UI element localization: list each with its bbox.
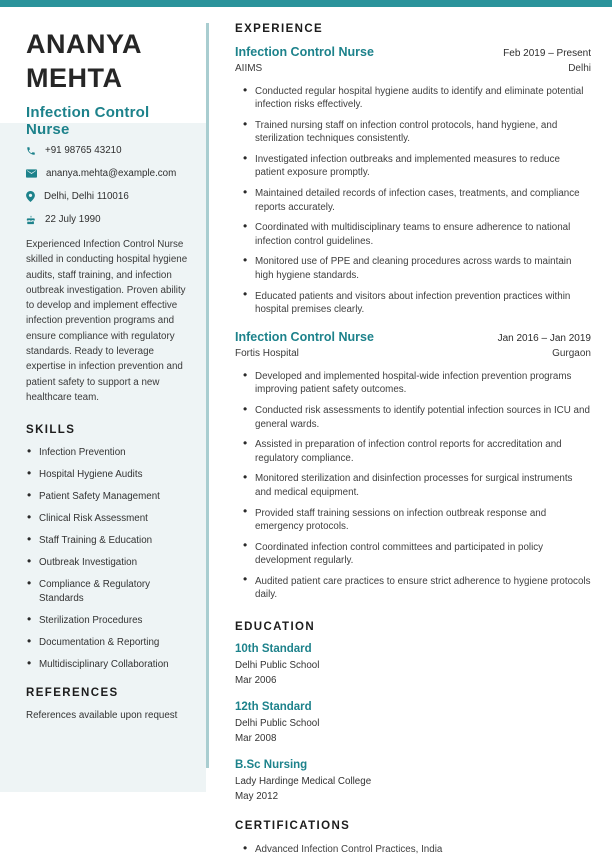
- job-header: [235, 45, 591, 59]
- references-text: References available upon request: [26, 710, 178, 722]
- job-dates: Jan 2016 – Jan 2019: [497, 333, 591, 345]
- skill-item: • Compliance & Regulatory Standards: [39, 578, 190, 605]
- education-degree: 12th Standard: [235, 701, 312, 714]
- skill-item: • Patient Safety Management: [39, 490, 190, 504]
- job-entry-1: [235, 45, 591, 316]
- job-bullet-list: [235, 370, 591, 601]
- education-entry: [235, 643, 591, 688]
- job-bullet: • Conducted regular hospital hygiene audits to identify and eliminate potential infection risks effectively.: [255, 85, 591, 112]
- education-entry: [235, 759, 591, 804]
- education-school: Lady Hardinge Medical College: [235, 776, 372, 788]
- profile-summary: Experienced Infection Control Nurse skilled in conducting hospital hygiene audits, staff training, and infection outbreak investigation. Proven ability to develop and implement effective infection prevention programs and ensure compliance with regulatory standards. Ready to leverage expertise in infection prevention and patient safety to support a new healthcare team.: [26, 239, 188, 403]
- job-title: Infection Control Nurse: [235, 45, 374, 59]
- education-degree: B.Sc Nursing: [235, 759, 308, 772]
- main-column: [235, 23, 591, 864]
- skill-item: • Hospital Hygiene Audits: [39, 468, 190, 482]
- candidate-title: Infection Control Nurse: [26, 104, 150, 138]
- job-subheader: [235, 348, 591, 359]
- job-bullet: • Educated patients and visitors about infection prevention practices within hospital premises clearly.: [255, 290, 591, 317]
- education-entry: [235, 701, 591, 746]
- skills-section-header: SKILLS: [26, 424, 76, 437]
- references-section-header: REFERENCES: [26, 687, 119, 700]
- job-bullet-list: [235, 85, 591, 316]
- job-bullet: • Coordinated infection control committees and participated in policy development regularly.: [255, 541, 591, 568]
- skill-item: • Clinical Risk Assessment: [39, 512, 190, 526]
- job-bullet: • Coordinated with multidisciplinary teams to ensure adherence to national infection control guidelines.: [255, 221, 591, 248]
- job-header: [235, 330, 591, 344]
- job-bullet: • Provided staff training sessions on infection outbreak response and emergency protocols.: [255, 507, 591, 534]
- name-block: [0, 7, 206, 138]
- education-list: [235, 643, 591, 804]
- contact-birthday-text: 22 July 1990: [45, 214, 101, 225]
- candidate-name-line2: MEHTA: [26, 63, 123, 93]
- contact-location-text: Delhi, Delhi 110016: [44, 191, 129, 202]
- skill-item: • Documentation & Reporting: [39, 636, 190, 650]
- job-bullet: • Trained nursing staff on infection control protocols, hand hygiene, and sterilization techniques consistently.: [255, 119, 591, 146]
- job-bullet: • Monitored use of PPE and cleaning procedures across wards to maintain high hygiene standards.: [255, 255, 591, 282]
- candidate-name: [26, 27, 192, 95]
- job-title: Infection Control Nurse: [235, 330, 374, 345]
- education-date: Mar 2008: [235, 732, 277, 744]
- experience-section-header: EXPERIENCE: [235, 23, 324, 35]
- accent-top-bar: [0, 0, 612, 7]
- job-bullet: • Maintained detailed records of infection cases, treatments, and compliance reports accurately.: [255, 187, 591, 214]
- birthday-icon: [26, 215, 36, 225]
- job-location: Gurgaon: [552, 348, 591, 360]
- education-date: May 2012: [235, 790, 279, 802]
- sidebar: [0, 7, 206, 722]
- skills-list: [26, 446, 190, 671]
- email-icon: [26, 169, 37, 178]
- column-divider: [206, 23, 209, 768]
- skill-item: • Sterilization Procedures: [39, 614, 190, 628]
- job-entry-2: [235, 330, 591, 601]
- education-date: Mar 2006: [235, 674, 277, 686]
- contact-phone-text: +91 98765 43210: [45, 145, 122, 156]
- contact-location: [26, 191, 190, 202]
- job-bullet: • Conducted risk assessments to identify potential infection sources in ICU and general wards.: [255, 404, 591, 431]
- job-bullet: • Audited patient care practices to ensure strict adherence to hygiene protocols daily.: [255, 575, 591, 602]
- job-bullet: • Developed and implemented hospital-wide infection prevention programs improving patient safety outcomes.: [255, 370, 591, 397]
- contact-birthday: [26, 214, 190, 225]
- education-degree: 10th Standard: [235, 643, 312, 656]
- skill-item: • Staff Training & Education: [39, 534, 190, 548]
- contact-email: [26, 168, 190, 179]
- job-bullet: • Assisted in preparation of infection control reports for accreditation and regulatory compliance.: [255, 438, 591, 465]
- job-bullet: • Investigated infection outbreaks and implemented measures to reduce patient exposure promptly.: [255, 153, 591, 180]
- contact-email-text: ananya.mehta@example.com: [46, 168, 177, 179]
- certifications-list: [235, 843, 591, 856]
- contact-phone: [26, 145, 190, 156]
- skill-item: • Outbreak Investigation: [39, 556, 190, 570]
- certification-item: • Advanced Infection Control Practices, India: [255, 843, 591, 856]
- skill-item: • Infection Prevention: [39, 446, 190, 460]
- job-location: Delhi: [568, 63, 591, 74]
- job-bullet: • Monitored sterilization and disinfection processes for surgical instruments and medical equipment.: [255, 472, 591, 499]
- job-subheader: [235, 63, 591, 74]
- job-company: AIIMS: [235, 63, 263, 74]
- education-school: Delhi Public School: [235, 660, 320, 672]
- candidate-name-line1: ANANYA: [26, 29, 143, 59]
- job-dates: Feb 2019 – Present: [503, 48, 591, 59]
- skill-item: • Multidisciplinary Collaboration: [39, 658, 190, 672]
- certifications-section-header: CERTIFICATIONS: [235, 820, 351, 833]
- education-school: Delhi Public School: [235, 718, 320, 730]
- phone-icon: [26, 146, 36, 156]
- education-section-header: EDUCATION: [235, 621, 316, 634]
- sidebar-content: [0, 130, 206, 721]
- job-company: Fortis Hospital: [235, 348, 299, 360]
- location-icon: [26, 191, 35, 202]
